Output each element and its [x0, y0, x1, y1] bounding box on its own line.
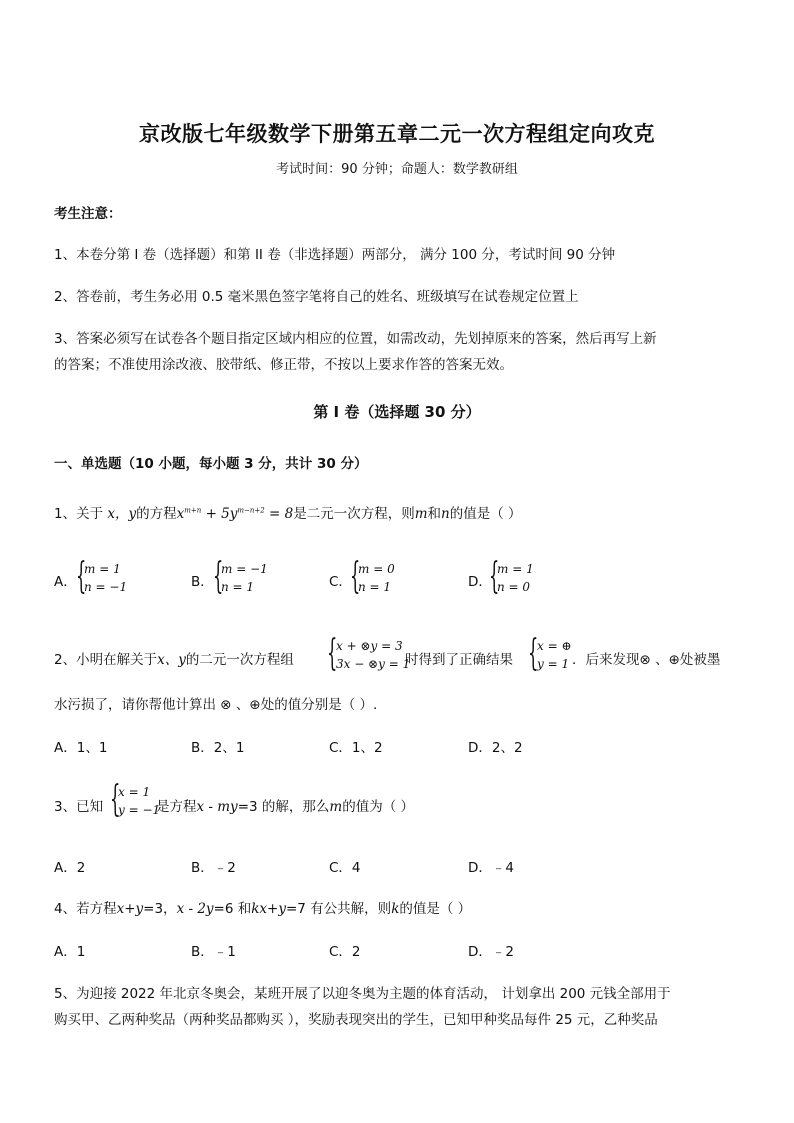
notice-heading: 考生注意： [54, 206, 122, 222]
q1-option-d-system: m = 1 n = 0 [497, 562, 534, 594]
question-1 [54, 502, 522, 522]
brace-icon: { [327, 633, 338, 674]
q2-option-b[interactable]: B．2、1 [191, 740, 245, 756]
q2-option-c[interactable]: C．1、2 [329, 740, 383, 756]
q4-option-d[interactable]: D．﹣2 [468, 944, 514, 960]
q3-system: x = 1 y = −1 [118, 785, 161, 817]
q1-suffix1: 是二元一次方程，则 [293, 506, 415, 522]
q1-and: 和 [427, 506, 442, 522]
q2-system-1: x + ⊗y = 3 3x − ⊗y = 1 [336, 639, 411, 671]
brace-icon: { [350, 556, 361, 597]
page-subtitle: 考试时间：90 分钟；命题人：数学教研组 [276, 162, 518, 177]
page-title: 京改版七年级数学下册第五章二元一次方程组定向攻克 [139, 121, 655, 146]
question-5-line1: 5、为迎接 2022 年北京冬奥会，某班开展了以迎冬奥为主题的体育活动， 计划拿出 200 元钱全部用于 [54, 986, 671, 1002]
q3-option-b[interactable]: B．﹣2 [191, 860, 236, 876]
question-3-text: 是方程x - my=3 的解，那么m的值为（ ） [156, 799, 414, 815]
question-2-prefix: 2、小明在解关于x、y的二元一次方程组 [54, 652, 294, 668]
brace-icon: { [489, 556, 500, 597]
q3-prefix: 3、已知 [54, 799, 104, 815]
q1-option-a-system: m = 1 n = −1 [84, 562, 128, 594]
brace-icon: { [213, 556, 224, 597]
section-title: 第 I 卷（选择题 30 分） [313, 403, 481, 421]
option-label: A． [54, 574, 77, 590]
q1-option-a[interactable] [54, 570, 77, 590]
part-heading: 一、单选题（10 小题，每小题 3 分，共计 30 分） [54, 456, 368, 472]
q3-option-c[interactable]: C．4 [329, 860, 361, 876]
q3-option-d[interactable]: D．﹣4 [468, 860, 514, 876]
option-label: B． [191, 574, 214, 590]
question-4: 4、若方程x+y=3，x - 2y=6 和kx+y=7 有公共解，则k的值是（ ） [54, 901, 472, 917]
option-label: C． [329, 574, 352, 590]
notice-item-3-line1: 3、答案必须写在试卷各个题目指定区域内相应的位置，如需改动，先划掉原来的答案，然后再写上新 [54, 331, 657, 347]
question-2-line2: 水污损了，请你帮他计算出 ⊗ 、⊕处的值分别是（ ）. [54, 697, 378, 713]
q1-vars: x，y [107, 506, 137, 522]
notice-item-2: 2、答卷前，考生务必用 0.5 毫米黑色签字笔将自己的姓名、班级填写在试卷规定位置上 [54, 289, 579, 305]
brace-icon: { [528, 633, 539, 674]
notice-item-1: 1、本卷分第 I 卷（选择题）和第 II 卷（非选择题）两部分， 满分 100 分，考试时间 90 分钟 [54, 247, 616, 263]
q4-option-c[interactable]: C．2 [329, 944, 361, 960]
q1-prefix: 1、关于 [54, 506, 104, 522]
brace-icon: { [110, 779, 121, 820]
brace-icon: { [76, 556, 87, 597]
q2-suffix: ．后来发现⊗ 、⊕处被墨 [572, 652, 721, 668]
option-label: D． [468, 574, 492, 590]
q4-option-a[interactable]: A．1 [54, 944, 86, 960]
q2-option-a[interactable]: A．1、1 [54, 740, 108, 756]
q1-option-c[interactable] [329, 570, 352, 590]
q1-n: n [441, 506, 450, 522]
q2-system-2: x = ⊕ y = 1 [537, 639, 572, 671]
q1-option-b-system: m = −1 n = 1 [221, 562, 268, 594]
q1-mid: 的方程 [136, 506, 177, 522]
q2-mid2: 时得到了正确结果 [405, 652, 513, 668]
q1-option-b[interactable] [191, 570, 214, 590]
q1-m: m [414, 506, 428, 522]
q3-option-a[interactable]: A．2 [54, 860, 86, 876]
q1-suffix2: 的值是（ ） [449, 506, 522, 522]
q1-equation: $x^{m+n} + 5y^{m-n+2} = 8$ [176, 506, 294, 522]
q2-option-d[interactable]: D．2、2 [468, 740, 523, 756]
q4-option-b[interactable]: B．﹣1 [191, 944, 236, 960]
question-5-line2: 购买甲、乙两种奖品（两种奖品都购买 ），奖励表现突出的学生，已知甲种奖品每件 25 元，乙种奖品 [54, 1012, 658, 1028]
notice-item-3-line2: 的答案；不准使用涂改液、胶带纸、修正带，不按以上要求作答的答案无效。 [54, 357, 513, 373]
q1-option-c-system: m = 0 n = 1 [358, 562, 395, 594]
